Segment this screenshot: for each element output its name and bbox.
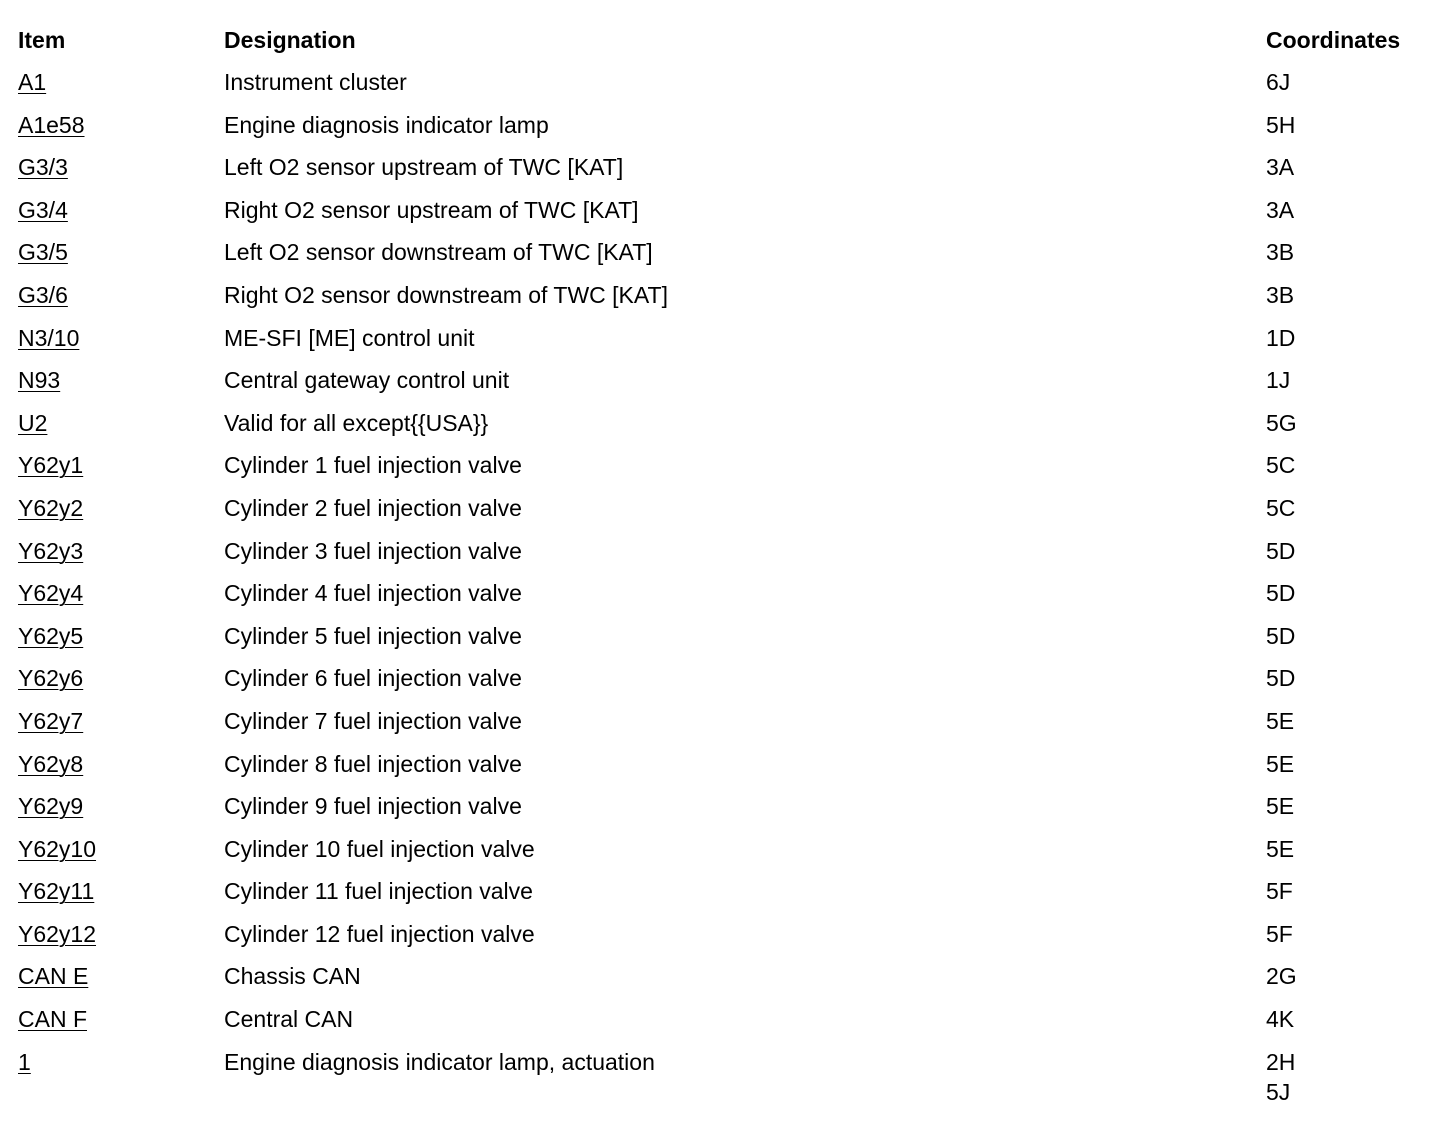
table-row <box>18 790 1438 833</box>
designation-cell: Right O2 sensor upstream of TWC [KAT] <box>224 196 639 223</box>
designation-cell: Cylinder 12 fuel injection valve <box>224 920 535 947</box>
item-link[interactable]: G3/3 <box>18 154 68 181</box>
item-cell <box>18 662 224 694</box>
item-link[interactable]: A1e58 <box>18 111 85 138</box>
table-header-row <box>18 24 1438 66</box>
designation-cell: Right O2 sensor downstream of TWC [KAT] <box>224 281 668 308</box>
coordinate-value: 5E <box>1266 750 1295 777</box>
item-link[interactable]: Y62y6 <box>18 665 84 692</box>
item-link[interactable]: Y62y11 <box>18 878 95 905</box>
item-cell <box>18 960 224 992</box>
coordinate-value: 5D <box>1266 622 1296 649</box>
item-cell <box>18 875 224 907</box>
coordinate-value: 5F <box>1266 878 1293 905</box>
table-row <box>18 449 1438 492</box>
item-cell <box>18 236 224 268</box>
item-link[interactable]: Y62y3 <box>18 537 84 564</box>
coordinates-cell <box>1266 194 1436 226</box>
coordinate-value: 4K <box>1266 1006 1295 1033</box>
item-cell <box>18 790 224 822</box>
designation-cell: Cylinder 1 fuel injection valve <box>224 452 522 479</box>
item-link[interactable]: N3/10 <box>18 324 80 351</box>
table-row <box>18 1003 1438 1046</box>
table-body <box>18 66 1438 1106</box>
coordinate-value: 5D <box>1266 537 1296 564</box>
designation-cell: Engine diagnosis indicator lamp <box>224 111 549 138</box>
designation-cell: Cylinder 3 fuel injection valve <box>224 537 522 564</box>
item-cell <box>18 194 224 226</box>
item-link[interactable]: Y62y5 <box>18 622 84 649</box>
designation-cell: Cylinder 4 fuel injection valve <box>224 580 522 607</box>
coordinates-cell <box>1266 748 1436 780</box>
coordinates-cell <box>1266 109 1436 141</box>
item-link[interactable]: Y62y10 <box>18 835 97 862</box>
coordinates-cell <box>1266 918 1436 950</box>
item-link[interactable]: Y62y12 <box>18 920 97 947</box>
table-row <box>18 322 1438 365</box>
table-row <box>18 66 1438 109</box>
table-row <box>18 577 1438 620</box>
table-row <box>18 236 1438 279</box>
item-cell <box>18 748 224 780</box>
designation-cell: Cylinder 8 fuel injection valve <box>224 750 522 777</box>
item-link[interactable]: Y62y1 <box>18 452 84 479</box>
designation-cell: Valid for all except{{USA}} <box>224 409 489 436</box>
item-cell <box>18 364 224 396</box>
coordinates-cell <box>1266 66 1436 98</box>
designation-cell: Left O2 sensor downstream of TWC [KAT] <box>224 239 653 266</box>
item-cell <box>18 322 224 354</box>
coordinates-cell <box>1266 407 1436 439</box>
item-link[interactable]: G3/6 <box>18 281 68 308</box>
item-link[interactable]: 1 <box>18 1048 31 1075</box>
coordinate-value: 3A <box>1266 154 1295 181</box>
coordinates-cell <box>1266 236 1436 268</box>
designation-cell: Left O2 sensor upstream of TWC [KAT] <box>224 154 624 181</box>
coordinates-cell <box>1266 322 1436 354</box>
coordinate-value: 5C <box>1266 494 1296 521</box>
coordinates-cell <box>1266 620 1436 652</box>
coordinate-value: 5E <box>1266 707 1295 734</box>
table-row <box>18 109 1438 152</box>
item-cell <box>18 705 224 737</box>
item-cell <box>18 1046 224 1078</box>
table-row <box>18 151 1438 194</box>
item-cell <box>18 449 224 481</box>
coordinate-value: 5J <box>1266 1078 1291 1105</box>
item-cell <box>18 1003 224 1035</box>
coordinates-cell <box>1266 151 1436 183</box>
table-row <box>18 492 1438 535</box>
coordinate-value: 1J <box>1266 367 1291 394</box>
designation-cell: Central CAN <box>224 1006 354 1033</box>
coordinates-cell <box>1266 1003 1436 1035</box>
item-cell <box>18 279 224 311</box>
designation-cell: ME-SFI [ME] control unit <box>224 324 475 351</box>
designation-cell: Cylinder 7 fuel injection valve <box>224 707 522 734</box>
item-cell <box>18 620 224 652</box>
item-link[interactable]: Y62y7 <box>18 707 84 734</box>
table-row <box>18 194 1438 237</box>
coordinate-value: 5F <box>1266 920 1293 947</box>
header-designation: Designation <box>224 27 356 53</box>
coordinate-value: 5D <box>1266 665 1296 692</box>
item-cell <box>18 151 224 183</box>
table-row <box>18 1046 1438 1106</box>
coordinates-cell <box>1266 662 1436 694</box>
coordinate-value: 5E <box>1266 835 1295 862</box>
designation-cell: Cylinder 11 fuel injection valve <box>224 878 533 905</box>
table-row <box>18 960 1438 1003</box>
coordinate-value: 5G <box>1266 409 1297 436</box>
header-item: Item <box>18 27 66 53</box>
coordinate-value: 3B <box>1266 239 1295 266</box>
coordinate-value: 2H <box>1266 1048 1296 1075</box>
coordinates-cell <box>1266 875 1436 907</box>
coordinate-value: 5H <box>1266 111 1296 138</box>
designation-cell: Chassis CAN <box>224 963 361 990</box>
designation-cell: Cylinder 6 fuel injection valve <box>224 665 522 692</box>
item-link[interactable]: A1 <box>18 69 47 95</box>
item-link[interactable]: CAN F <box>18 1006 87 1033</box>
coordinates-cell <box>1266 833 1436 865</box>
table-row <box>18 620 1438 663</box>
designation-cell: Cylinder 5 fuel injection valve <box>224 622 522 649</box>
coordinates-cell <box>1266 960 1436 992</box>
designation-cell: Cylinder 9 fuel injection valve <box>224 793 522 820</box>
item-link[interactable]: G3/4 <box>18 196 68 223</box>
table-row <box>18 662 1438 705</box>
table-row <box>18 918 1438 961</box>
coordinates-cell <box>1266 535 1436 567</box>
item-cell <box>18 577 224 609</box>
coordinates-cell <box>1266 577 1436 609</box>
coordinates-cell <box>1266 1046 1436 1106</box>
item-link[interactable]: U2 <box>18 409 48 436</box>
table-row <box>18 705 1438 748</box>
table-row <box>18 364 1438 407</box>
table-row <box>18 833 1438 876</box>
coordinate-value: 1D <box>1266 324 1296 351</box>
designation-cell: Central gateway control unit <box>224 367 510 394</box>
designation-cell: Cylinder 10 fuel injection valve <box>224 835 535 862</box>
coordinates-cell <box>1266 705 1436 737</box>
item-cell <box>18 109 224 141</box>
item-link[interactable]: Y62y8 <box>18 750 84 777</box>
designation-cell: Instrument cluster <box>224 69 407 95</box>
designation-cell: Cylinder 2 fuel injection valve <box>224 494 522 521</box>
coordinate-value: 6J <box>1266 69 1291 95</box>
designation-cell: Engine diagnosis indicator lamp, actuation <box>224 1048 655 1075</box>
coordinates-cell <box>1266 279 1436 311</box>
table-row <box>18 535 1438 578</box>
table-row <box>18 279 1438 322</box>
coordinate-value: 3B <box>1266 281 1295 308</box>
item-cell <box>18 535 224 567</box>
table-row <box>18 748 1438 791</box>
item-link[interactable]: G3/5 <box>18 239 68 266</box>
coordinates-cell <box>1266 492 1436 524</box>
item-link[interactable]: Y62y2 <box>18 494 84 521</box>
item-cell <box>18 492 224 524</box>
item-link[interactable]: N93 <box>18 367 61 394</box>
item-link[interactable]: Y62y4 <box>18 580 84 607</box>
coordinate-value: 2G <box>1266 963 1297 990</box>
item-cell <box>18 918 224 950</box>
table-row <box>18 407 1438 450</box>
coordinate-value: 3A <box>1266 196 1295 223</box>
legend-table <box>18 24 1438 1106</box>
coordinates-cell <box>1266 449 1436 481</box>
item-cell <box>18 407 224 439</box>
item-cell <box>18 833 224 865</box>
table-row <box>18 875 1438 918</box>
coordinates-cell <box>1266 790 1436 822</box>
coordinate-value: 5C <box>1266 452 1296 479</box>
item-cell <box>18 66 224 98</box>
item-link[interactable]: CAN E <box>18 963 89 990</box>
item-link[interactable]: Y62y9 <box>18 793 84 820</box>
coordinate-value: 5D <box>1266 580 1296 607</box>
coordinate-value: 5E <box>1266 793 1295 820</box>
header-coordinates: Coordinates <box>1266 27 1401 53</box>
coordinates-cell <box>1266 364 1436 396</box>
